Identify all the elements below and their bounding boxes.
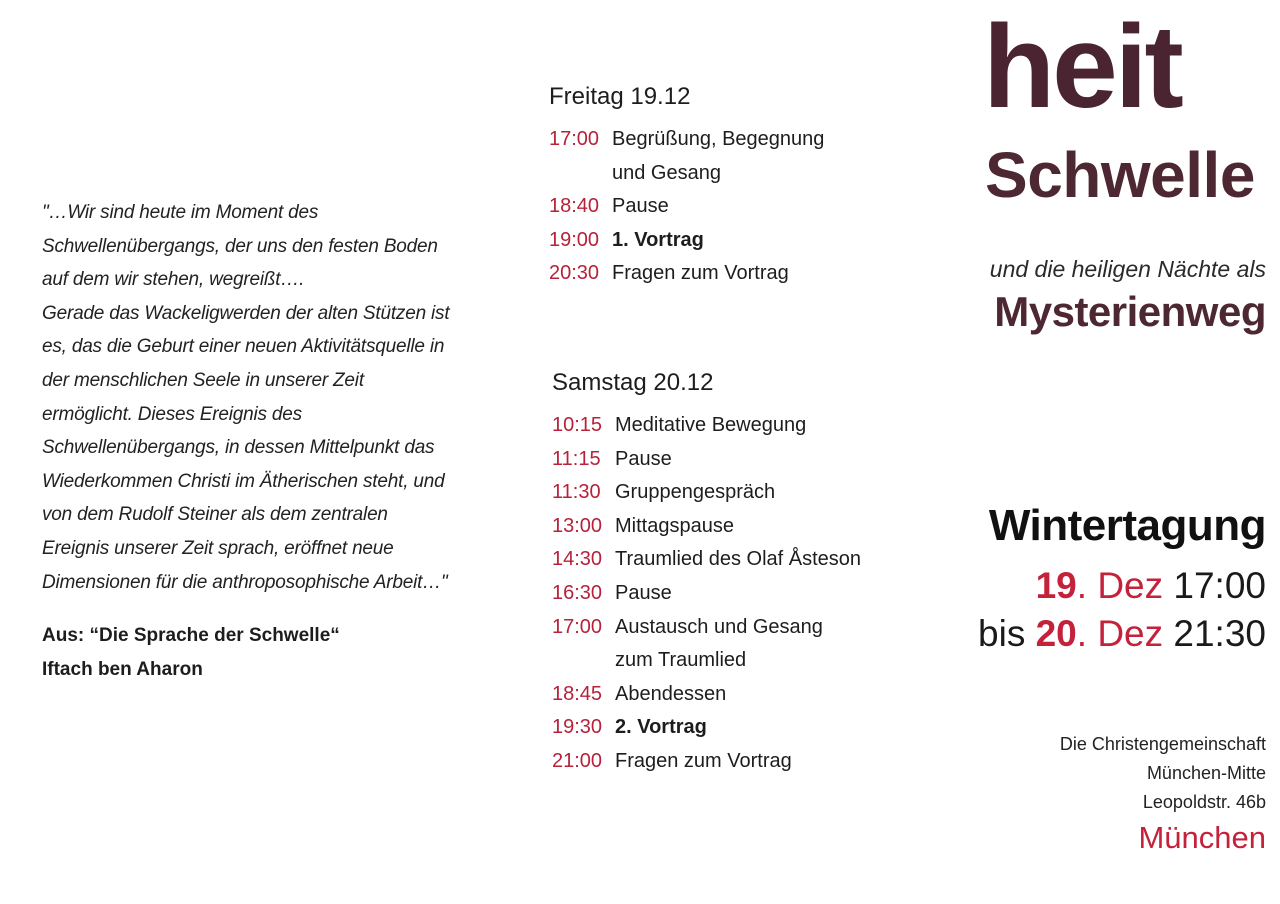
schedule-title: Mittagspause	[615, 514, 734, 537]
schedule-row	[552, 543, 861, 577]
quote-source-author: Iftach ben Aharon	[42, 658, 203, 680]
quote-line: ermöglicht. Dieses Ereignis des	[42, 403, 302, 425]
event-start	[1036, 562, 1266, 610]
schedule-title: Fragen zum Vortrag	[615, 749, 792, 772]
event-title: Wintertagung	[988, 501, 1266, 550]
schedule-title: Pause	[615, 447, 672, 470]
schedule-time: 14:30	[552, 548, 603, 571]
quote-text	[42, 196, 482, 599]
title-word-schwelle: Schwelle	[985, 139, 1255, 211]
schedule-row	[552, 745, 861, 779]
quote-block	[42, 196, 482, 686]
title-word-mysterienweg: Mysterienweg	[994, 288, 1266, 335]
schedule-title-line: Begrüßung, Begegnung	[612, 128, 825, 150]
schedule-title	[615, 611, 823, 678]
schedule-row	[552, 476, 861, 510]
end-month: . Dez	[1076, 613, 1164, 654]
venue-city: München	[1138, 820, 1266, 855]
schedule-time: 19:30	[552, 716, 603, 739]
quote-line: Gerade das Wackeligwerden der alten Stützen ist	[42, 302, 450, 324]
quote-line: "…Wir sind heute im Moment des	[42, 202, 319, 223]
venue-line: München-Mitte	[1146, 763, 1266, 783]
schedule-row	[549, 224, 824, 258]
day-heading: Samstag 20.12	[552, 369, 714, 396]
venue-line: Leopoldstr. 46b	[1142, 792, 1266, 812]
schedule-row	[552, 577, 861, 611]
quote-line: Wiederkommen Christi im Ätherischen steht, und	[42, 470, 445, 492]
day-heading: Freitag 19.12	[549, 83, 691, 110]
schedule-saturday	[552, 366, 861, 779]
until-word: bis	[978, 613, 1036, 654]
schedule-time: 13:00	[552, 514, 603, 537]
schedule-time: 19:00	[549, 228, 600, 251]
quote-source	[42, 619, 482, 686]
schedule-title: Pause	[612, 195, 669, 218]
schedule-time: 21:00	[552, 749, 603, 772]
venue-address	[1060, 730, 1266, 817]
venue-line: Die Christengemeinschaft	[1059, 734, 1266, 754]
schedule-row	[549, 123, 824, 190]
schedule-row	[552, 678, 861, 712]
schedule-title: Pause	[615, 581, 672, 604]
schedule-time: 11:30	[552, 481, 601, 504]
schedule-time: 10:15	[552, 414, 603, 436]
title-word-heit: heit	[983, 1, 1181, 133]
schedule-row	[552, 409, 861, 443]
event-end	[978, 610, 1266, 658]
schedule-row	[549, 257, 824, 291]
schedule-title: Meditative Bewegung	[615, 414, 807, 436]
schedule-title-line: und Gesang	[612, 161, 721, 184]
quote-line: Schwellenübergangs, in dessen Mittelpunkt das	[42, 437, 435, 459]
schedule-time: 20:30	[549, 262, 600, 285]
schedule-time: 18:40	[549, 195, 600, 218]
schedule-title: Gruppengespräch	[615, 481, 776, 504]
end-time: 21:30	[1163, 613, 1266, 654]
schedule-row	[552, 510, 861, 544]
quote-line: Schwellenübergangs, der uns den festen Boden	[42, 235, 438, 257]
schedule-title-line: Austausch und Gesang	[615, 615, 823, 638]
schedule-time: 17:00	[549, 128, 600, 150]
schedule-title-line: zum Traumlied	[615, 649, 747, 672]
schedule-title: Abendessen	[615, 682, 727, 705]
schedule-friday	[549, 80, 824, 291]
schedule-title	[612, 123, 824, 190]
schedule-row	[552, 711, 861, 745]
start-time: 17:00	[1163, 565, 1266, 606]
schedule-time: 16:30	[552, 581, 603, 604]
title-subtitle: und die heiligen Nächte als	[989, 256, 1266, 282]
quote-source-title: Aus: “Die Sprache der Schwelle“	[42, 625, 340, 647]
quote-line: Dimensionen für die anthroposophische Arbeit…"	[42, 571, 448, 593]
schedule-row	[552, 443, 861, 477]
schedule-time: 11:15	[552, 447, 601, 470]
schedule-title: Traumlied des Olaf Åsteson	[615, 548, 862, 571]
schedule-title: 2. Vortrag	[615, 716, 707, 739]
quote-line: es, das die Geburt einer neuen Aktivitätsquelle in	[42, 336, 445, 358]
schedule-row	[552, 611, 861, 678]
quote-line: von dem Rudolf Steiner als dem zentralen	[42, 504, 388, 526]
quote-line: der menschlichen Seele in unserer Zeit	[42, 369, 364, 391]
quote-line: Ereignis unserer Zeit sprach, eröffnet neue	[42, 537, 394, 559]
schedule-row	[549, 190, 824, 224]
start-day: 19	[1035, 565, 1077, 606]
schedule-time: 17:00	[552, 615, 603, 638]
schedule-time: 18:45	[552, 682, 603, 705]
schedule-title: 1. Vortrag	[612, 228, 704, 251]
quote-line: auf dem wir stehen, wegreißt….	[42, 269, 305, 291]
end-day: 20	[1035, 613, 1077, 654]
schedule-title: Fragen zum Vortrag	[612, 262, 789, 285]
start-month: . Dez	[1076, 565, 1164, 606]
